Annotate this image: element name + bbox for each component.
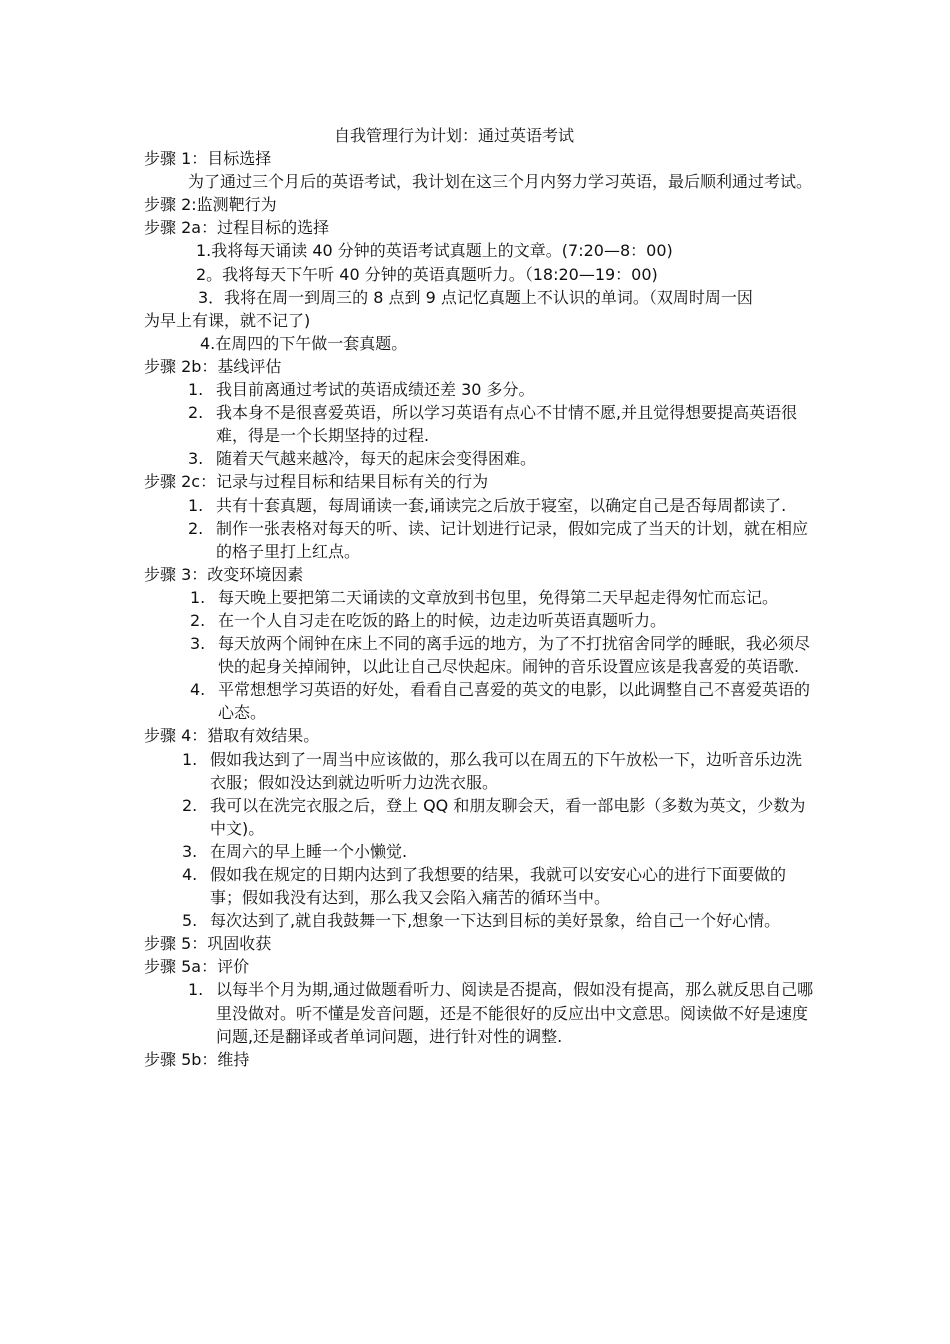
list-item: 3. 每天放两个闹钟在床上不同的离手远的地方，为了不打扰宿舍同学的睡眠，我必须尽快的起身关掉闹钟，以此让自己尽快起床。闹钟的音乐设置应该是我喜爱的英语歌. [190,634,811,677]
list-item: 3. 在周六的早上睡一个小懒觉. [182,841,408,861]
document-page [144,124,814,1071]
list-item: 1. 每天晚上要把第二天诵读的文章放到书包里，免得第二天早起走得匆忙而忘记。 [190,587,779,607]
list-item: 1. 假如我达到了一周当中应该做的，那么我可以在周五的下午放松一下，边听音乐边洗衣服；假如没达到就边听听力边洗衣服。 [182,749,803,792]
heading-step-2: 步骤 2:监测靶行为 [144,195,277,215]
step-2a-item: 1.我将每天诵读 40 分钟的英语考试真题上的文章。(7:20—8：00) [196,241,673,261]
list-item: 1. 以每半个月为期,通过做题看听力、阅读是否提高，假如没有提高，那么就反思自己哪里没做对。听不懂是发音问题，还是不能很好的反应出中文意思。阅读做不好是速度问题,还是翻译或者单词问题，进行针对性的调整. [188,980,814,1046]
step-2a-item: 3．我将在周一到周三的 8 点到 9 点记忆真题上不认识的单词。（双周时周一因 [198,287,753,307]
step-5a-list [144,978,814,1047]
step-2a-item: 4.在周四的下午做一套真题。 [200,333,408,353]
step-2a-item-continuation: 为早上有课，就不记了) [144,310,311,330]
heading-step-2b: 步骤 2b：基线评估 [144,356,282,376]
list-item: 3. 随着天气越来越冷，每天的起床会变得困难。 [188,449,537,469]
heading-step-4: 步骤 4：猎取有效结果。 [144,726,320,746]
list-item: 2. 制作一张表格对每天的听、读、记计划进行记录，假如完成了当天的计划，就在相应的格子里打上红点。 [188,518,809,561]
heading-step-2a: 步骤 2a：过程目标的选择 [144,218,330,238]
list-item: 5. 每次达到了,就自我鼓舞一下,想象一下达到目标的美好景象，给自己一个好心情。 [182,911,781,931]
document-title: 自我管理行为计划：通过英语考试 [333,126,574,145]
list-item: 2. 我可以在洗完衣服之后，登上 QQ 和朋友聊会天，看一部电影（多数为英文，少数为中文)。 [182,795,806,838]
heading-step-2c: 步骤 2c：记录与过程目标和结果目标有关的行为 [144,472,489,492]
list-item: 4. 平常想想学习英语的好处，看看自己喜爱的英文的电影，以此调整自己不喜爱英语的心态。 [190,680,811,723]
list-item: 1. 共有十套真题，每周诵读一套,诵读完之后放于寝室，以确定自己是否每周都读了. [188,495,787,515]
step-2c-list [144,494,814,563]
heading-step-3: 步骤 3：改变环境因素 [144,564,304,584]
step-1-paragraph: 为了通过三个月后的英语考试，我计划在这三个月内努力学习英语，最后顺利通过考试。 [188,172,813,192]
heading-step-5: 步骤 5：巩固收获 [144,934,272,954]
heading-step-5b: 步骤 5b：维持 [144,1049,250,1069]
heading-step-5a: 步骤 5a：评价 [144,957,250,977]
heading-step-1: 步骤 1：目标选择 [144,149,272,169]
step-4-list [144,748,814,933]
list-item: 2. 在一个人自习走在吃饭的路上的时候，边走边听英语真题听力。 [190,610,667,630]
list-item: 4. 假如我在规定的日期内达到了我想要的结果，我就可以安安心心的进行下面要做的事；假如我没有达到，那么我又会陷入痛苦的循环当中。 [182,865,787,908]
step-2b-list [144,378,814,470]
list-item: 2. 我本身不是很喜爱英语，所以学习英语有点心不甘情不愿,并且觉得想要提高英语很难，得是一个长期坚持的过程. [188,403,798,446]
list-item: 1. 我目前离通过考试的英语成绩还差 30 多分。 [188,380,535,400]
step-2a-item: 2。我将每天下午听 40 分钟的英语真题听力。（18:20—19：00) [196,264,658,284]
step-3-list [144,586,814,725]
